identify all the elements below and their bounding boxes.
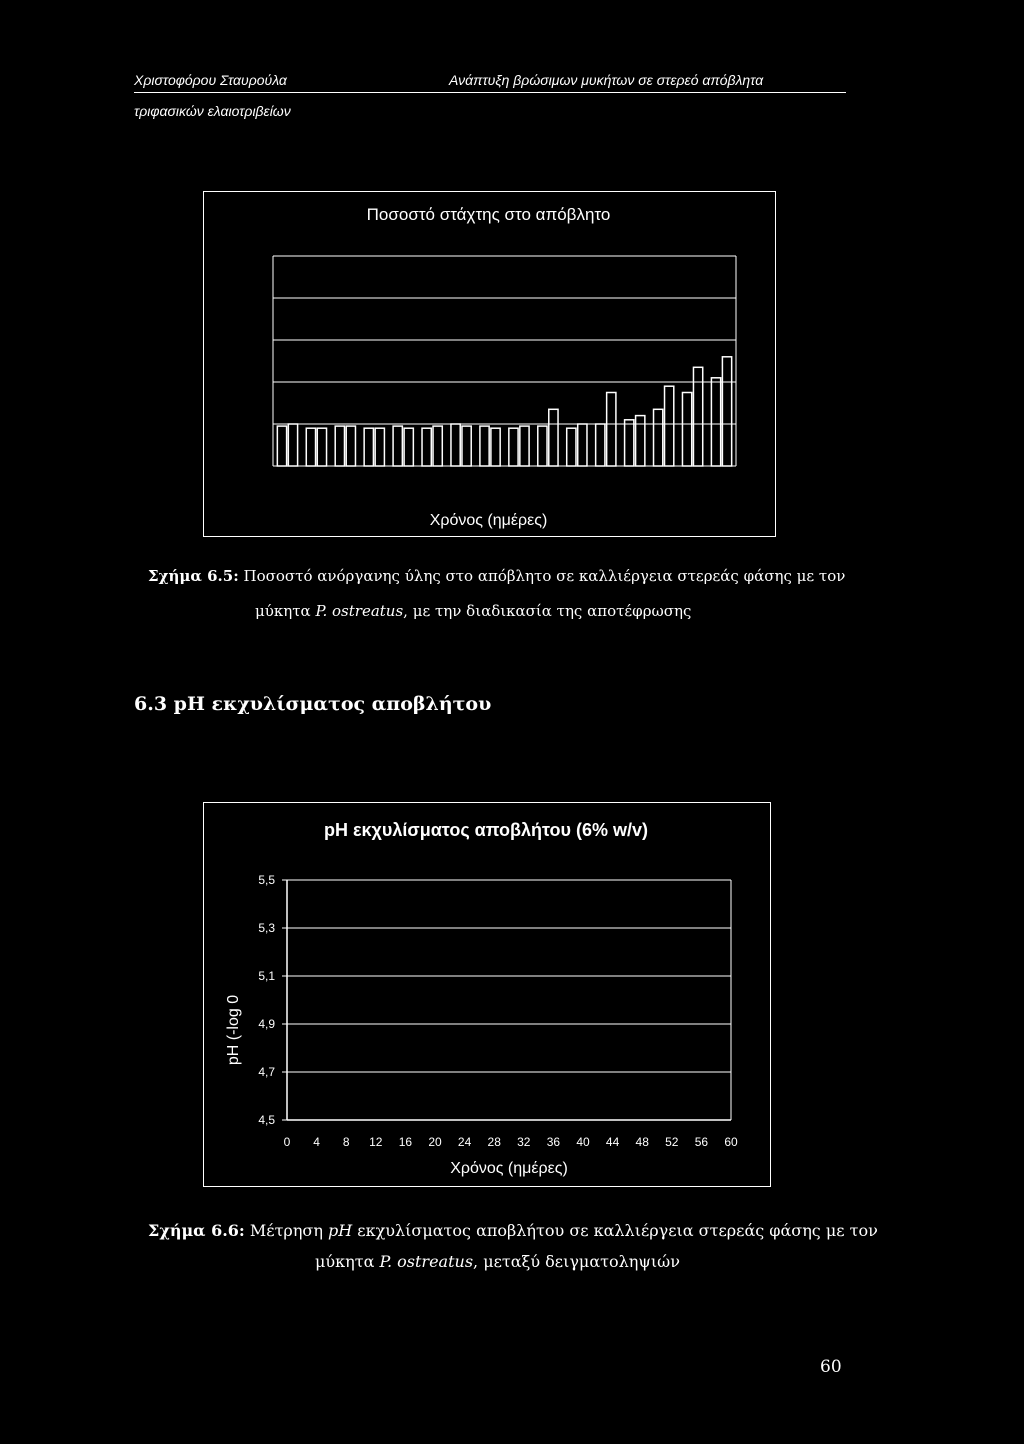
header-author-continuation: τριφασικών ελαιοτριβείων (134, 103, 291, 119)
y-tick-label: 4,9 (258, 1017, 275, 1031)
x-tick-label: 24 (457, 1135, 472, 1149)
x-tick-label: 12 (369, 1135, 383, 1149)
y-tick-label: 4,7 (258, 1065, 275, 1079)
figure-6-6-caption-label: Σχήμα 6.6: (148, 1221, 245, 1240)
figure-6-5-caption-text: Ποσοστό ανόργανης ύλης στο απόβλητο σε καλλιέργεια στερεάς φάσης με τον (238, 567, 846, 585)
figure-6-5-caption-species: P. ostreatus (315, 602, 404, 620)
figure-6-6-caption-line2 (315, 1252, 680, 1271)
x-tick-label: 48 (635, 1135, 649, 1149)
x-tick-label: 28 (487, 1135, 501, 1149)
y-axis-label: pH (-log 0 (225, 994, 242, 1066)
y-tick-label: 5,1 (258, 969, 275, 983)
x-tick-label: 16 (398, 1135, 413, 1149)
x-tick-label: 40 (576, 1135, 590, 1149)
figure-6-6-title: pH εκχυλίσματος αποβλήτου (6% w/v) (323, 820, 649, 840)
figure-6-5-caption-prefix: μύκητα (255, 602, 316, 620)
figure-6-6-caption-text-a: Μέτρηση (244, 1221, 329, 1240)
y-tick-label: 5,3 (258, 921, 275, 935)
figure-6-5-caption-suffix: , με την διαδικασία της αποτέφρωσης (403, 602, 692, 620)
x-tick-label: 4 (313, 1135, 320, 1149)
x-tick-label: 56 (694, 1135, 709, 1149)
x-tick-label: 36 (546, 1135, 561, 1149)
header-author: Χριστοφόρου Σταυρούλα (134, 72, 287, 88)
figure-6-6-caption-text-b: εκχυλίσματος αποβλήτου σε καλλιέργεια στερεάς φάσης με τον (352, 1221, 878, 1240)
x-tick-label: 8 (342, 1135, 350, 1149)
figure-6-6-caption-line1 (148, 1221, 878, 1240)
x-tick-label: 32 (517, 1135, 531, 1149)
figure-6-6-caption-species: P. ostreatus (379, 1252, 474, 1271)
x-tick-label: 52 (665, 1135, 679, 1149)
y-tick-label: 4,5 (258, 1113, 275, 1127)
figure-6-5-caption-label: Σχήμα 6.5: (148, 567, 239, 585)
y-tick-label: 5,5 (258, 873, 275, 887)
x-tick-label: 44 (605, 1135, 620, 1149)
section-heading: 6.3 pH εκχυλίσματος αποβλήτου (134, 693, 492, 715)
x-tick-label: 60 (724, 1135, 738, 1149)
figure-6-6-caption-prefix: μύκητα (315, 1252, 380, 1271)
figure-6-6-caption-suffix: , μεταξύ δειγματοληψιών (473, 1252, 680, 1271)
x-tick-label: 20 (428, 1135, 442, 1149)
x-tick-label: 0 (283, 1135, 291, 1149)
figure-6-5-xlabel: Χρόνος (ημέρες) (429, 512, 548, 529)
x-axis-label: Χρόνος (ημέρες) (450, 1160, 568, 1177)
figure-6-6-caption-ph: pH (328, 1221, 353, 1240)
figure-6-5-title: Ποσοστό στάχτης στο απόβλητο (366, 205, 611, 224)
page-number: 60 (820, 1357, 842, 1377)
header-thesis-title: Ανάπτυξη βρώσιμων μυκήτων σε στερεό απόβλητα (449, 72, 764, 88)
